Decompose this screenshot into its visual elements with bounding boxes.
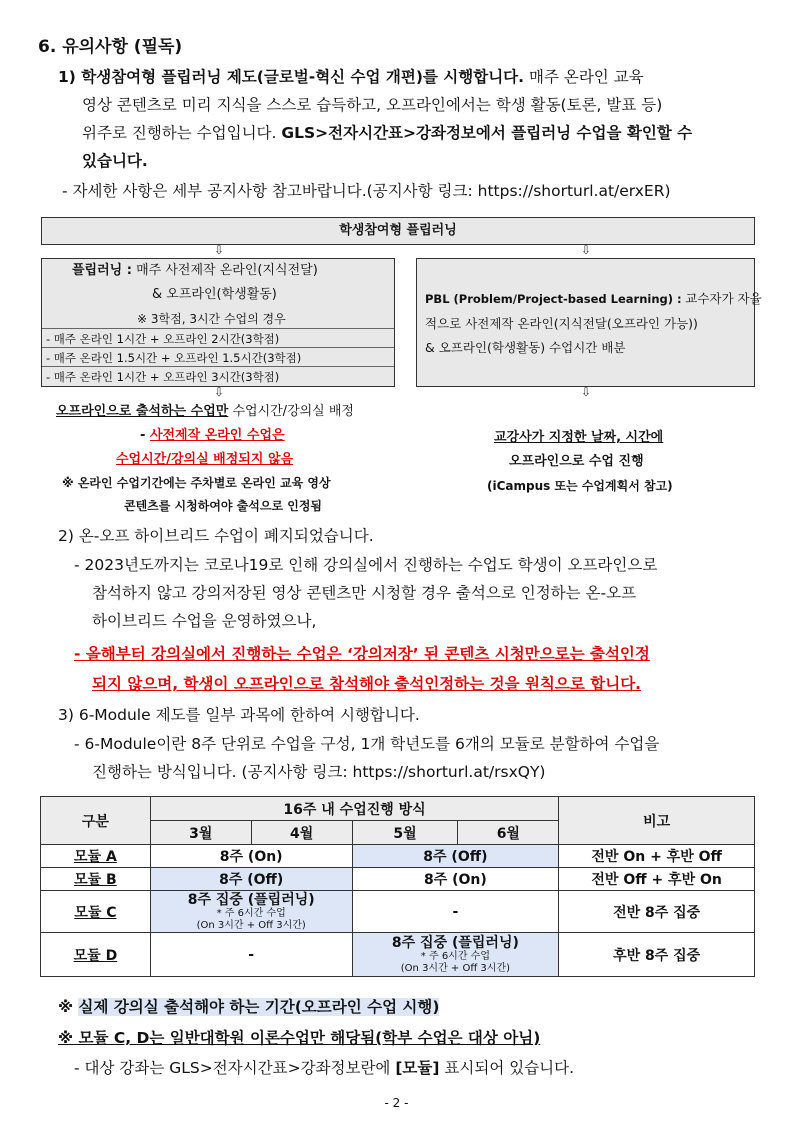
module-d-sub1: * 주 6시간 수업: [420, 950, 490, 962]
module-name: 모듈 C: [41, 891, 151, 933]
left-result-line5: 콘텐츠를 시청하여야 출석으로 인정됨: [124, 499, 323, 513]
flipped-title-rest: 매주 사전제작 온라인(지식전달): [136, 263, 318, 278]
item2-line1: - 2023년도까지는 코로나19로 인해 강의실에서 진행하는 수업도 학생이 오프라인으로: [74, 556, 658, 574]
item2-red2: 되지 않으며, 학생이 오프라인으로 참석해야 출석인정하는 것을 원칙으로 합니다.: [92, 675, 642, 693]
left-result-red2: 수업시간/강의실 배정되지 않음: [116, 452, 294, 467]
flipped-line2: & 오프라인(학생활동): [152, 287, 277, 302]
header-month: 5월: [352, 821, 458, 845]
item1-line3-plain: 위주로 진행하는 수업입니다.: [82, 124, 277, 142]
flipped-title-bold: 플립러닝 :: [72, 263, 132, 278]
module-note: 전반 8주 집중: [559, 891, 755, 933]
note-1-text: 실제 강의실 출석해야 하는 기간(오프라인 수업 시행): [78, 998, 440, 1016]
table-row: [41, 868, 755, 891]
header-month: 6월: [458, 821, 559, 845]
pbl-line2: 적으로 사전제작 온라인(지식전달(오프라인 가능)): [425, 316, 698, 331]
module-table: [40, 796, 755, 977]
right-result-line1: 교강사가 지정한 날짜, 시간에: [494, 430, 664, 445]
note-3-bold: [모듈]: [395, 1059, 440, 1077]
table-row: [41, 845, 755, 868]
module-c-intensive: [150, 891, 352, 933]
flipped-line3: ※ 3학점, 3시간 수업의 경우: [137, 312, 286, 326]
item1-line4: 있습니다.: [82, 152, 148, 170]
pbl-title: [425, 289, 762, 309]
note-3-plain: - 대상 강좌는 GLS>전자시간표>강좌정보란에: [74, 1059, 391, 1077]
section-title: 6. 유의사항 (필독): [38, 37, 183, 57]
module-name: 모듈 D: [41, 933, 151, 977]
note-1: [58, 994, 439, 1020]
header-note: 비고: [559, 797, 755, 845]
module-d-dash: -: [150, 933, 352, 977]
item3-line1: - 6-Module이란 8주 단위로 수업을 구성, 1개 학년도를 6개의 모듈로 분할하여 수업을: [74, 735, 660, 753]
note-mark: ※: [58, 998, 74, 1016]
module-second-half: 8주 (Off): [352, 845, 559, 868]
module-second-half: 8주 (On): [352, 868, 559, 891]
left-result-red1: 사전제작 온라인 수업은: [149, 428, 285, 443]
arrow-down-icon: ⇩: [214, 243, 225, 257]
arrow-down-icon: ⇩: [581, 243, 592, 257]
left-result-prefix: -: [140, 428, 146, 443]
note-2-text: 모듈 C, D는 일반대학원 이론수업만 해당됨(학부 수업은 대상 아님): [78, 1029, 541, 1047]
module-c-sub1: * 주 6시간 수업: [216, 907, 286, 919]
pbl-title-rest: 교수자가 자율: [685, 291, 762, 306]
pbl-line3: & 오프라인(학생활동) 수업시간 배분: [425, 340, 626, 355]
left-result-bold: 오프라인으로 출석하는 수업만: [56, 404, 229, 419]
module-note: 전반 On + 후반 Off: [559, 845, 755, 868]
item2-line2: 참석하지 않고 강의저장된 영상 콘텐츠만 시청할 경우 출석으로 인정하는 온-오프: [92, 584, 637, 602]
header-group: 16주 내 수업진행 방식: [150, 797, 558, 821]
right-result-line3: (iCampus 또는 수업계획서 참고): [487, 479, 673, 493]
item2-title: 2) 온-오프 하이브리드 수업이 폐지되었습니다.: [58, 527, 374, 545]
left-result-line4: ※ 온라인 수업기간에는 주차별로 온라인 교육 영상: [62, 476, 331, 490]
table-row: [41, 891, 755, 933]
right-result-line2: 오프라인으로 수업 진행: [509, 454, 644, 469]
note-3: [74, 1055, 574, 1081]
header-category: 구분: [41, 797, 151, 845]
item3-line2: 진행하는 방식입니다. (공지사항 링크: https://shorturl.at/rsxQY): [92, 763, 546, 781]
flipped-option: - 매주 온라인 1시간 + 오프라인 3시간(3학점): [46, 370, 280, 384]
item1-line1: [58, 64, 644, 90]
note-2: [58, 1025, 540, 1051]
module-name: 모듈 B: [41, 868, 151, 891]
module-note: 후반 8주 집중: [559, 933, 755, 977]
item1-title: 1) 학생참여형 플립러닝 제도(글로벌-혁신 수업 개편)를 시행합니다.: [58, 68, 525, 86]
item1-line3-bold: GLS>전자시간표>강좌정보에서 플립러닝 수업을 확인할 수: [281, 124, 693, 142]
pbl-box: [416, 258, 762, 387]
item1-line2: 영상 콘텐츠로 미리 지식을 스스로 습득하고, 오프라인에서는 학생 활동(토론, 발표 등): [82, 96, 663, 114]
flipped-option: - 매주 온라인 1.5시간 + 오프라인 1.5시간(3학점): [46, 351, 302, 365]
header-month: 4월: [251, 821, 352, 845]
diagram-header-text: 학생참여형 플립러닝: [339, 223, 457, 238]
flipped-title: [72, 261, 318, 281]
module-d-intensive: [352, 933, 559, 977]
note-3-rest: 표시되어 있습니다.: [444, 1059, 575, 1077]
header-month: 3월: [150, 821, 251, 845]
pbl-title-bold: PBL (Problem/Project-based Learning) :: [425, 292, 682, 306]
flipped-option: - 매주 온라인 1시간 + 오프라인 2시간(3학점): [46, 332, 280, 346]
module-c-main: 8주 집중 (플립러닝): [187, 891, 315, 908]
flipped-learning-box: [41, 258, 395, 387]
module-c-dash: -: [352, 891, 559, 933]
item2-line3: 하이브리드 수업을 운영하였으나,: [92, 612, 317, 630]
arrow-down-icon: ⇩: [214, 385, 225, 399]
left-result-line2: [140, 426, 285, 446]
module-d-sub2: (On 3시간 + Off 3시간): [400, 962, 511, 974]
item2-red1: - 올해부터 강의실에서 진행하는 수업은 ‘강의저장’ 된 콘텐츠 시청만으로는 출석인정: [74, 645, 650, 663]
table-row: [41, 933, 755, 977]
item1-line3: [82, 120, 692, 146]
module-first-half: 8주 (On): [150, 845, 352, 868]
note-mark: ※: [58, 1029, 74, 1047]
left-result-rest: 수업시간/강의실 배정: [232, 404, 354, 419]
diagram-header: [41, 217, 755, 245]
module-note: 전반 Off + 후반 On: [559, 868, 755, 891]
arrow-down-icon: ⇩: [581, 385, 592, 399]
item3-title: 3) 6-Module 제도를 일부 과목에 한하여 시행합니다.: [58, 706, 420, 724]
module-name: 모듈 A: [41, 845, 151, 868]
module-c-sub2: (On 3시간 + Off 3시간): [196, 919, 306, 931]
item1-line1-rest: 매주 온라인 교육: [528, 68, 644, 86]
module-first-half: 8주 (Off): [150, 868, 352, 891]
item1-note: - 자세한 사항은 세부 공지사항 참고바랍니다.(공지사항 링크: https://shorturl.at/erxER): [62, 182, 671, 200]
module-d-main: 8주 집중 (플립러닝): [391, 934, 519, 951]
page-number: - 2 -: [384, 1096, 409, 1110]
left-result-line1: [56, 402, 354, 422]
